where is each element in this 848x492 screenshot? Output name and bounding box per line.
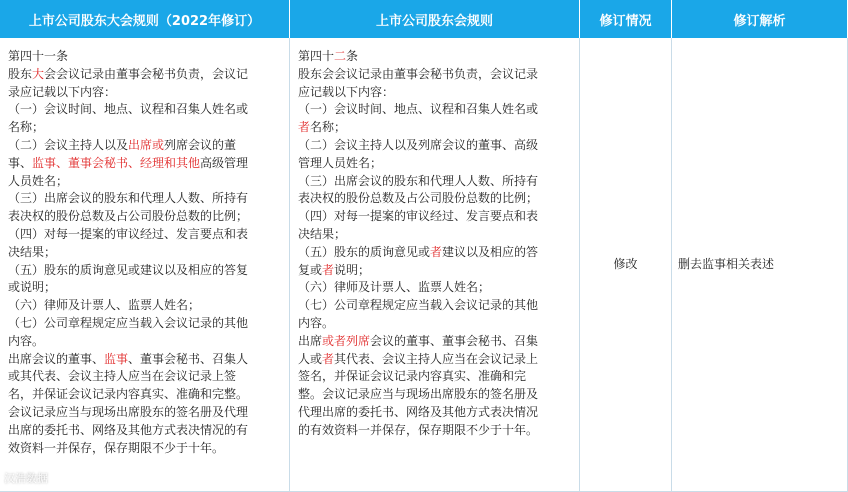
text-segment: 整。会议记录应当与现场出席股东的签名册及 [298,387,539,402]
text-line [298,333,571,351]
text-line [8,440,281,458]
text-line [298,101,571,119]
old-rule-text [0,38,290,492]
text-segment: 第四十一条 [8,49,69,63]
text-segment: 人员姓名； [8,173,69,188]
highlighted-change: 监事、董事会秘书、经理和其他 [32,155,201,170]
text-segment: 或其代表、会议主持人应当在会议记录上签 [8,369,237,384]
text-segment: 复或 [298,262,323,277]
text-segment: （二）会议主持人以及列席会议的董事、高级 [298,137,539,152]
text-segment: （六）律师及计票人、监票人姓名； [298,280,491,295]
watermark: 汉浩数据 [4,472,48,485]
revision-status-cell [580,38,672,492]
text-segment: 其代表、会议主持人应当在会议记录上 [334,351,539,366]
text-segment: （一）会议时间、地点、议程和召集人姓名或 [298,102,539,117]
text-line [8,48,281,66]
text-segment: 股东会会议记录由董事会秘书负责，会议记录 [298,66,539,81]
header-old-rule: 上市公司股东大会规则（2022年修订） [0,0,290,38]
header-revision-status: 修订情况 [580,0,672,38]
text-segment: 会议的董事、董事会秘书、召集 [370,333,539,348]
highlighted-change: 二 [334,49,347,63]
text-segment: 决结果； [8,244,57,259]
text-segment: 列席会议的董 [164,137,237,152]
text-segment: 应记载以下内容： [298,84,395,99]
text-line [298,297,571,315]
text-line [8,101,281,119]
text-segment: 管理人员姓名； [298,155,383,170]
highlighted-change: 出席或 [128,137,165,152]
highlighted-change: 者 [298,120,311,135]
text-segment: 名，并保证会议记录内容真实、准确和完整。 [8,387,249,402]
text-line [298,368,571,386]
text-segment: 内容。 [8,333,45,348]
text-line [298,262,571,280]
text-line [298,84,571,102]
text-line [8,297,281,315]
text-line [8,404,281,422]
revision-status-value: 修改 [613,256,638,271]
text-line [298,155,571,173]
text-segment: 建议以及相应的答 [442,244,539,259]
revision-analysis-value: 删去监事相关表述 [678,256,775,271]
text-line [8,279,281,297]
text-segment: 表决权的股份总数及占公司股份总数的比例； [298,191,539,206]
text-line [298,226,571,244]
text-line [8,66,281,84]
text-segment: （四）对每一提案的审议经过、发言要点和表 [298,209,539,224]
text-line [298,244,571,262]
text-line [8,119,281,137]
text-segment: 出席 [298,333,323,348]
text-line [8,226,281,244]
text-line [8,351,281,369]
text-line [298,119,571,137]
text-segment: 会议记录应当与现场出席股东的签名册及代理 [8,404,249,419]
text-segment: 出席的委托书、网络及其他方式表决情况的有 [8,422,249,437]
text-line [8,422,281,440]
text-segment: 会会议记录由董事会秘书负责，会议记 [44,66,249,81]
text-line [298,279,571,297]
text-segment: 名称； [310,120,347,135]
text-segment: 的有效资料一并保存，保存期限不少于十年。 [298,422,539,437]
text-line [8,137,281,155]
text-line [298,66,571,84]
text-segment: （一）会议时间、地点、议程和召集人姓名或 [8,102,249,117]
text-line [298,422,571,440]
text-segment: 名称； [8,120,45,135]
text-line [8,84,281,102]
text-segment: （六）律师及计票人、监票人姓名； [8,298,201,313]
text-line [298,315,571,333]
header-revision-analysis: 修订解析 [672,0,848,38]
text-segment: 效资料一并保存，保存期限不少于十年。 [8,440,225,455]
text-segment: （四）对每一提案的审议经过、发言要点和表 [8,226,249,241]
text-segment: 代理出席的委托书、网络及其他方式表决情况 [298,404,539,419]
text-line [8,368,281,386]
text-segment: 出席会议的董事、 [8,351,105,366]
text-segment: 表决权的股份总数及占公司股份总数的比例； [8,209,249,224]
highlighted-change: 监事 [104,351,129,366]
text-line [8,190,281,208]
text-segment: 人或 [298,351,323,366]
revision-analysis-cell [672,38,848,492]
text-segment: （三）出席会议的股东和代理人人数、所持有 [298,173,539,188]
text-line [298,386,571,404]
text-segment: （五）股东的质询意见或 [298,244,431,259]
text-line [8,333,281,351]
text-segment: （二）会议主持人以及 [8,137,129,152]
highlighted-change: 者 [322,351,335,366]
text-segment: 事、 [8,155,33,170]
text-line [298,404,571,422]
text-line [8,262,281,280]
text-line [8,173,281,191]
text-line [8,315,281,333]
text-line [298,351,571,369]
text-line [8,155,281,173]
highlighted-change: 者 [322,262,335,277]
text-line [298,137,571,155]
text-segment: （三）出席会议的股东和代理人人数、所持有 [8,191,249,206]
text-segment: （五）股东的质询意见或建议以及相应的答复 [8,262,249,277]
text-line [8,208,281,226]
text-segment: 、董事会秘书、召集人 [128,351,249,366]
text-line [8,386,281,404]
highlighted-change: 者 [430,244,443,259]
text-line [298,208,571,226]
text-segment: 第四十 [298,49,335,63]
text-segment: 或说明； [8,280,57,295]
text-line [298,48,571,66]
text-segment: 签名，并保证会议记录内容真实、准确和完 [298,369,527,384]
text-segment: 股东 [8,66,33,81]
highlighted-change: 或者列席 [322,333,371,348]
header-new-rule: 上市公司股东会规则 [290,0,580,38]
text-segment: 决结果； [298,226,347,241]
highlighted-change: 大 [32,66,45,81]
text-segment: （七）公司章程规定应当载入会议记录的其他 [298,298,539,313]
text-segment: （七）公司章程规定应当载入会议记录的其他 [8,315,249,330]
text-segment: 内容。 [298,315,335,330]
text-segment: 条 [346,49,359,63]
text-line [298,173,571,191]
text-segment: 录应记载以下内容： [8,84,117,99]
new-rule-text [290,38,580,492]
text-segment: 高级管理 [200,155,249,170]
text-line [298,190,571,208]
text-segment: 说明； [334,262,371,277]
text-line [8,244,281,262]
